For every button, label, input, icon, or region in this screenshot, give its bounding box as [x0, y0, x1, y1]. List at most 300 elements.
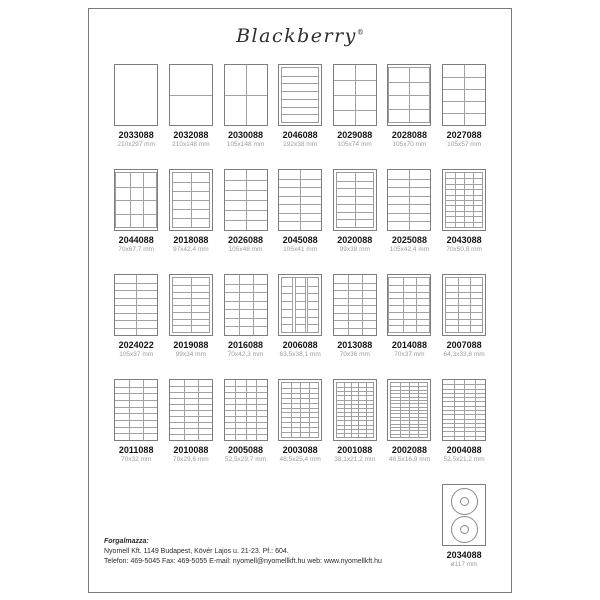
label-cell: [246, 190, 267, 200]
label-cell: [191, 173, 209, 182]
product-cell: [327, 64, 382, 148]
label-cell: [253, 284, 267, 293]
label-cell: [295, 309, 306, 317]
label-cell: [130, 214, 143, 228]
label-cell: [470, 319, 482, 326]
label-cell: [116, 173, 129, 187]
label-cell: [473, 222, 482, 227]
label-cell: [337, 196, 355, 204]
product-cell: [382, 169, 437, 253]
label-sheet-diagram: [387, 274, 431, 336]
label-cell: [446, 298, 458, 305]
label-cell: [184, 434, 198, 440]
label-cell: [403, 305, 416, 312]
footer: [104, 537, 382, 567]
product-code: 2033088: [118, 130, 154, 140]
label-cell: [464, 89, 485, 101]
label-cell: [388, 187, 409, 196]
label-cell: [409, 170, 430, 179]
label-cell: [191, 182, 209, 191]
label-cell: [388, 213, 409, 222]
product-size: 192x38 mm: [283, 141, 318, 148]
label-cell: [246, 220, 267, 230]
label-cell: [115, 393, 129, 400]
label-cell: [115, 298, 136, 306]
product-cell: [163, 274, 218, 358]
label-cell: [470, 292, 482, 299]
product-size: 70x67,7 mm: [118, 246, 155, 253]
label-grid: [115, 275, 157, 335]
label-cell: [388, 204, 409, 213]
product-cell: [437, 379, 492, 463]
product-size: ø117 mm: [450, 561, 478, 568]
product-cell: [218, 64, 273, 148]
label-cell: [337, 204, 355, 212]
label-cell: [389, 285, 402, 292]
label-cell: [458, 285, 470, 292]
label-cell: [388, 196, 409, 205]
label-cell: [173, 285, 191, 292]
label-cell: [136, 313, 157, 321]
label-cell: [282, 83, 318, 91]
product-code: 2001088: [337, 445, 373, 455]
product-size: 70x36 mm: [339, 351, 370, 358]
label-cell: [307, 317, 318, 325]
label-sheet-diagram: [442, 379, 486, 441]
label-cell: [446, 292, 458, 299]
label-cell: [279, 170, 300, 179]
label-cell: [416, 312, 429, 319]
registered-mark-icon: ®: [356, 28, 364, 37]
label-cell: [136, 320, 157, 328]
label-cell: [253, 292, 267, 301]
product-code: 2029088: [337, 130, 373, 140]
label-cell: [455, 222, 464, 227]
label-cell: [115, 65, 157, 125]
label-cell: [355, 95, 376, 110]
label-cell: [389, 68, 409, 82]
label-cell: [355, 219, 373, 227]
label-cell: [409, 95, 429, 109]
label-cell: [355, 173, 373, 181]
label-sheet-diagram: [442, 484, 486, 546]
label-cell: [246, 210, 267, 220]
product-size: 105x70 mm: [392, 141, 427, 148]
footer-distributor-label: Forgalmazza:: [104, 538, 149, 545]
label-cell: [443, 89, 464, 101]
label-grid: [115, 65, 157, 125]
label-cell: [115, 313, 136, 321]
label-cell: [388, 170, 409, 179]
label-cell: [348, 313, 362, 321]
label-cell: [225, 434, 236, 440]
label-cell: [173, 325, 191, 332]
label-cell: [191, 285, 209, 292]
label-sheet-diagram: [224, 169, 268, 231]
label-grid: [336, 382, 374, 438]
product-size: 210x297 mm: [117, 141, 155, 148]
product-cell: [273, 379, 328, 463]
label-cell: [337, 212, 355, 220]
label-cell: [295, 293, 306, 301]
product-code: 2030088: [227, 130, 264, 140]
label-cell: [143, 400, 157, 407]
label-cell: [334, 95, 355, 110]
label-cell: [300, 170, 321, 179]
label-cell: [366, 433, 373, 437]
label-cell: [225, 292, 239, 301]
label-cell: [235, 434, 246, 440]
label-grid: [390, 382, 428, 438]
label-cell: [334, 275, 348, 283]
label-cell: [279, 187, 300, 196]
label-cell: [282, 301, 293, 309]
product-cell: [327, 169, 382, 253]
label-cell: [115, 290, 136, 298]
label-cell: [389, 82, 409, 96]
label-cell: [225, 180, 246, 190]
label-cell: [416, 325, 429, 332]
label-cell: [173, 200, 191, 209]
label-cell: [239, 292, 253, 301]
label-grid: [388, 277, 430, 333]
label-grid: [170, 380, 212, 440]
label-sheet-diagram: [114, 169, 158, 231]
product-cell: [109, 274, 164, 358]
label-cell: [389, 305, 402, 312]
label-cell: [446, 222, 455, 227]
label-sheet-diagram: [278, 169, 322, 231]
label-cell: [130, 200, 143, 214]
label-cell: [300, 179, 321, 188]
product-code: 2034088: [446, 550, 482, 560]
label-cell: [446, 285, 458, 292]
label-cell: [282, 114, 318, 122]
product-cell: [218, 274, 273, 358]
label-cell: [173, 218, 191, 227]
label-cell: [416, 298, 429, 305]
label-sheet-diagram: [169, 379, 213, 441]
label-cell: [355, 196, 373, 204]
footer-contact-line: Telefon: 469-5045 Fax: 469-5055 E-mail: nyomell@nyomellkft.hu web: www.nyomellkft.hu: [104, 558, 382, 565]
label-cell: [116, 187, 129, 201]
product-code: 2005088: [227, 445, 264, 455]
label-cell: [362, 290, 376, 298]
product-code: 2045088: [282, 235, 318, 245]
label-cell: [170, 434, 184, 440]
label-cell: [115, 420, 129, 427]
label-cell: [355, 181, 373, 189]
label-cell: [246, 180, 267, 190]
cd-center-hole: [460, 525, 469, 534]
label-cell: [362, 275, 376, 283]
label-cell: [225, 318, 239, 327]
product-code: 2004088: [446, 445, 482, 455]
label-cell: [362, 283, 376, 291]
product-cell: [163, 64, 218, 148]
label-grid: [225, 380, 267, 440]
label-cell: [362, 305, 376, 313]
label-cell: [143, 393, 157, 400]
label-cell: [307, 278, 318, 286]
label-cell: [355, 204, 373, 212]
product-cell: [109, 64, 164, 148]
label-cell: [115, 380, 129, 387]
product-size: 52,5x21,2 mm: [443, 456, 485, 463]
product-code: 2010088: [173, 445, 209, 455]
label-cell: [300, 213, 321, 222]
label-grid: [443, 380, 485, 440]
product-cell: [163, 169, 218, 253]
label-cell: [136, 290, 157, 298]
label-cell: [225, 220, 246, 230]
label-cell: [334, 65, 355, 80]
label-cell: [458, 325, 470, 332]
label-cell: [300, 221, 321, 230]
label-cell: [464, 101, 485, 113]
label-cell: [409, 204, 430, 213]
catalog-page: [88, 8, 512, 593]
label-sheet-diagram: [442, 64, 486, 126]
label-grid: [281, 382, 319, 438]
label-grid: [170, 65, 212, 125]
label-cell: [225, 170, 246, 180]
label-cell: [115, 305, 136, 313]
label-cell: [362, 328, 376, 336]
label-cell: [443, 113, 464, 125]
cd-label-circle: [451, 488, 478, 515]
label-sheet-diagram: [387, 379, 431, 441]
label-cell: [389, 95, 409, 109]
label-cell: [279, 213, 300, 222]
label-cell: [389, 298, 402, 305]
label-cell: [239, 326, 253, 335]
label-sheet-diagram: [169, 274, 213, 336]
label-sheet-diagram: [278, 64, 322, 126]
label-cell: [282, 68, 318, 76]
label-cell: [416, 305, 429, 312]
label-cell: [446, 319, 458, 326]
label-sheet-diagram: [224, 64, 268, 126]
label-cell: [129, 380, 143, 387]
label-cell: [388, 179, 409, 188]
label-cell: [143, 173, 156, 187]
label-cell: [300, 432, 309, 437]
label-cell: [291, 432, 300, 437]
label-cell: [334, 320, 348, 328]
label-cell: [246, 200, 267, 210]
label-cell: [282, 286, 293, 294]
product-size: 210x148 mm: [172, 141, 210, 148]
product-cell: [109, 169, 164, 253]
label-sheet-diagram: [224, 274, 268, 336]
label-cell: [191, 292, 209, 299]
label-grid: [172, 277, 210, 333]
product-size: 105x37 mm: [119, 351, 154, 358]
label-cell: [143, 387, 157, 394]
label-cell: [129, 400, 143, 407]
label-cell: [409, 187, 430, 196]
label-cell: [225, 95, 246, 125]
label-cell: [191, 312, 209, 319]
label-cell: [198, 434, 212, 440]
label-cell: [143, 200, 156, 214]
label-cell: [403, 285, 416, 292]
label-cell: [143, 380, 157, 387]
label-cell: [173, 182, 191, 191]
label-cell: [464, 77, 485, 89]
product-code: 2013088: [337, 340, 373, 350]
product-size: 105x148 mm: [226, 141, 265, 148]
product-size: 48,5x25,4 mm: [279, 456, 321, 463]
label-cell: [173, 292, 191, 299]
product-cell: [273, 274, 328, 358]
label-cell: [239, 284, 253, 293]
label-cell: [282, 99, 318, 107]
label-cell: [355, 188, 373, 196]
label-cell: [143, 214, 156, 228]
label-cell: [307, 324, 318, 332]
label-cell: [143, 407, 157, 414]
brand-logo: [89, 25, 511, 47]
label-cell: [344, 433, 351, 437]
label-grid: [445, 172, 483, 228]
label-cell: [129, 420, 143, 427]
label-cell: [358, 433, 365, 437]
label-cell: [337, 181, 355, 189]
label-cell: [136, 275, 157, 283]
label-cell: [115, 328, 136, 336]
label-cell: [225, 200, 246, 210]
label-cell: [225, 326, 239, 335]
label-cell: [170, 95, 212, 125]
label-cell: [409, 109, 429, 123]
label-cell: [136, 305, 157, 313]
label-cell: [454, 436, 465, 440]
footer-address-line: Nyomell Kft. 1149 Budapest, Kövér Lajos u. 21-23. Pf.: 604.: [104, 548, 289, 555]
label-cell: [129, 427, 143, 434]
product-size: 105x57 mm: [447, 141, 482, 148]
label-cell: [129, 393, 143, 400]
product-code: 2006088: [282, 340, 318, 350]
label-cell: [403, 325, 416, 332]
label-cell: [136, 298, 157, 306]
product-size: 70x42,3 mm: [227, 351, 264, 358]
label-cell: [191, 305, 209, 312]
label-grid: [225, 275, 267, 335]
label-cell: [300, 204, 321, 213]
product-code: 2032088: [173, 130, 209, 140]
label-grid: [445, 277, 483, 333]
product-cell: [273, 64, 328, 148]
label-cell: [362, 298, 376, 306]
label-cell: [458, 305, 470, 312]
product-code: 2011088: [118, 445, 154, 455]
label-cell: [173, 312, 191, 319]
product-cell: [327, 379, 382, 463]
product-code: 2043088: [446, 235, 482, 245]
label-grid: [443, 65, 485, 125]
label-cell: [307, 301, 318, 309]
label-cell: [389, 325, 402, 332]
label-cell: [191, 325, 209, 332]
label-cell: [173, 278, 191, 285]
product-code: 2024022: [118, 340, 154, 350]
label-cell: [403, 278, 416, 285]
label-cell: [295, 317, 306, 325]
label-cell: [246, 65, 267, 95]
label-cell: [334, 283, 348, 291]
label-cell: [143, 413, 157, 420]
label-cell: [129, 407, 143, 414]
label-sheet-diagram: [387, 169, 431, 231]
label-cell: [282, 76, 318, 84]
product-cell: [218, 169, 273, 253]
product-size: 105x42,4 mm: [389, 246, 430, 253]
label-cell: [115, 433, 129, 440]
product-cell: [382, 64, 437, 148]
label-cell: [348, 320, 362, 328]
label-cell: [355, 110, 376, 125]
label-cell: [389, 312, 402, 319]
label-grid: [388, 170, 430, 230]
label-cell: [143, 427, 157, 434]
product-size: 105x48 mm: [228, 246, 263, 253]
label-cell: [115, 413, 129, 420]
label-sheet-diagram: [333, 169, 377, 231]
label-cell: [337, 188, 355, 196]
label-cell: [225, 210, 246, 220]
product-code: 2007088: [446, 340, 482, 350]
label-cell: [115, 275, 136, 283]
label-grid: [115, 380, 157, 440]
label-cell: [282, 91, 318, 99]
label-cell: [295, 301, 306, 309]
product-size: 70x29,6 mm: [172, 456, 209, 463]
label-cell: [458, 319, 470, 326]
label-cell: [115, 400, 129, 407]
label-sheet-diagram: [333, 274, 377, 336]
label-cell: [418, 434, 427, 437]
label-sheet-diagram: [169, 64, 213, 126]
label-cell: [458, 292, 470, 299]
label-cell: [225, 65, 246, 95]
label-cell: [136, 328, 157, 336]
product-cell: [437, 484, 492, 568]
product-cell: [437, 274, 492, 358]
label-cell: [170, 65, 212, 95]
label-cell: [446, 312, 458, 319]
label-cell: [355, 80, 376, 95]
product-code: 2019088: [173, 340, 209, 350]
label-cell: [400, 434, 409, 437]
label-cell: [253, 275, 267, 284]
product-size: 63,5x38,1 mm: [279, 351, 321, 358]
label-cell: [443, 65, 464, 77]
label-cell: [279, 204, 300, 213]
label-cell: [173, 209, 191, 218]
label-cell: [409, 179, 430, 188]
label-cell: [129, 433, 143, 440]
label-cell: [115, 320, 136, 328]
label-cell: [464, 222, 473, 227]
label-cell: [334, 290, 348, 298]
label-cell: [282, 278, 293, 286]
label-cell: [300, 196, 321, 205]
product-code: 2025088: [391, 235, 427, 245]
label-cell: [409, 221, 430, 230]
label-cell: [115, 407, 129, 414]
